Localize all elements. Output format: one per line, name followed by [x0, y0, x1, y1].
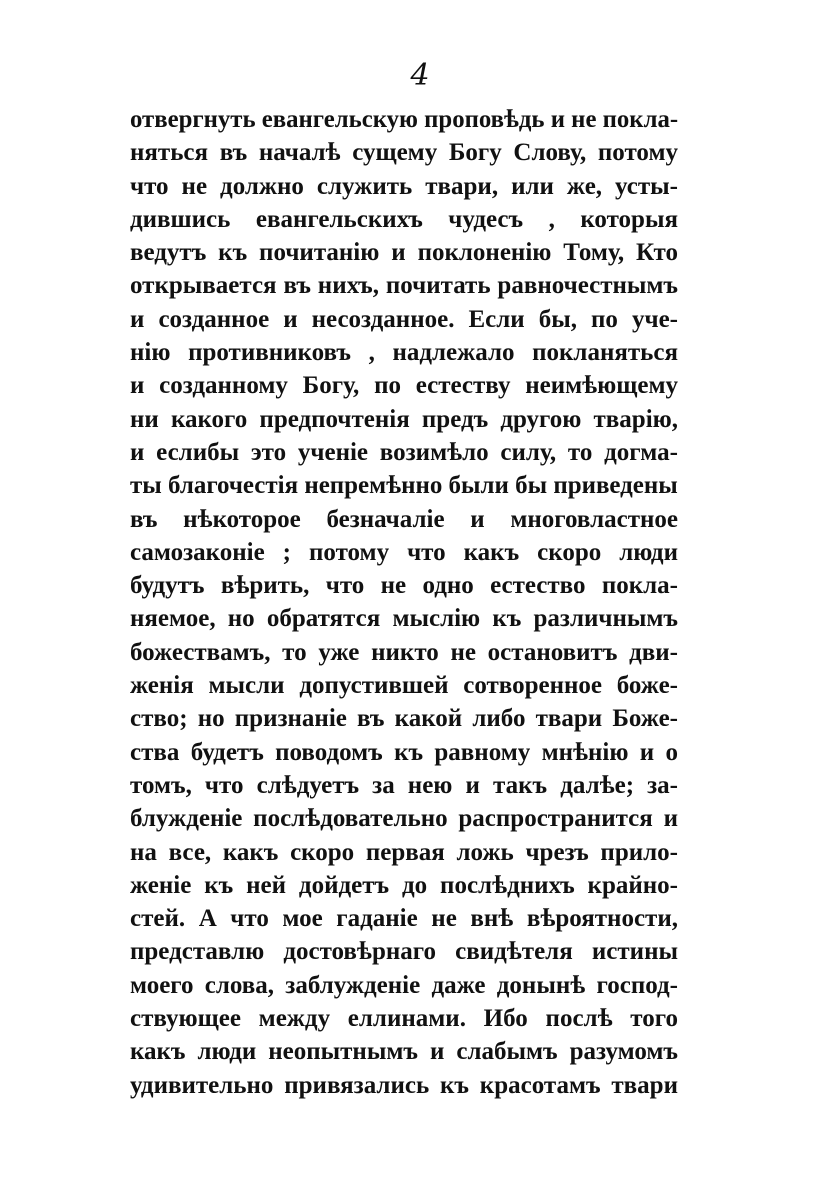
- text-line: отвергнуть евангельскую проповѣдь и не покла-: [130, 106, 679, 133]
- text-line: моего слова, заблужденіе даже донынѣ господ-: [130, 971, 678, 999]
- text-line: женія мысли допустившей сотворенное боже-: [130, 672, 678, 700]
- text-line: блужденіе послѣдовательно распространится и: [130, 805, 678, 833]
- text-line: ства будетъ поводомъ къ равному мнѣнію и о: [130, 738, 678, 766]
- text-line: и еслибы это ученіе возимѣло силу, то догма-: [130, 438, 678, 466]
- text-line: представлю достовѣрнаго свидѣтеля истины: [130, 938, 678, 966]
- text-line: на все, какъ скоро первая ложь чрезъ прило-: [130, 838, 678, 866]
- text-line: какъ люди неопытнымъ и слабымъ разумомъ: [130, 1038, 678, 1066]
- text-line: открывается въ нихъ, почитать равночестнымъ: [130, 272, 678, 300]
- text-line: ство; но признаніе въ какой либо твари Боже-: [130, 705, 678, 733]
- text-line: няться въ началѣ сущему Богу Слову, потому: [130, 139, 678, 167]
- text-line: и созданное и несозданное. Если бы, по уче-: [130, 305, 678, 333]
- text-line: что не должно служить твари, или же, усты-: [130, 172, 678, 200]
- text-line: удивительно привязались къ красотамъ твари: [130, 1071, 678, 1099]
- text-line: ты благочестія непремѣнно были бы приведены: [130, 472, 678, 500]
- text-line: въ нѣкоторое безначаліе и многовластное: [130, 505, 678, 533]
- text-line: самозаконіе ; потому что какъ скоро люди: [130, 538, 678, 566]
- text-line: божествамъ, то уже никто не остановитъ дви-: [130, 638, 678, 666]
- text-line: женіе къ ней дойдетъ до послѣднихъ крайно-: [130, 871, 678, 899]
- text-line: дившись евангельскихъ чудесъ , которыя: [130, 205, 678, 233]
- text-line: томъ, что слѣдуетъ за нею и такъ далѣе; за-: [130, 771, 678, 799]
- body-text: [130, 103, 678, 1102]
- text-line: ведутъ къ почитанію и поклоненію Тому, Кто: [130, 239, 678, 267]
- text-line: няемое, но обратятся мыслію къ различнымъ: [130, 605, 678, 633]
- text-line: ни какого предпочтенія предъ другою тварію,: [130, 405, 678, 433]
- text-line: будутъ вѣрить, что не одно естество покла-: [130, 572, 678, 600]
- text-line: и созданному Богу, по естеству неимѣющему: [130, 372, 678, 400]
- text-line: нію противниковъ , надлежало покланяться: [130, 339, 678, 367]
- text-line: ствующее между еллинами. Ибо послѣ того: [130, 1005, 678, 1033]
- text-line: стей. А что мое гаданіе не внѣ вѣроятности,: [130, 905, 678, 933]
- page-number: 4: [410, 58, 430, 93]
